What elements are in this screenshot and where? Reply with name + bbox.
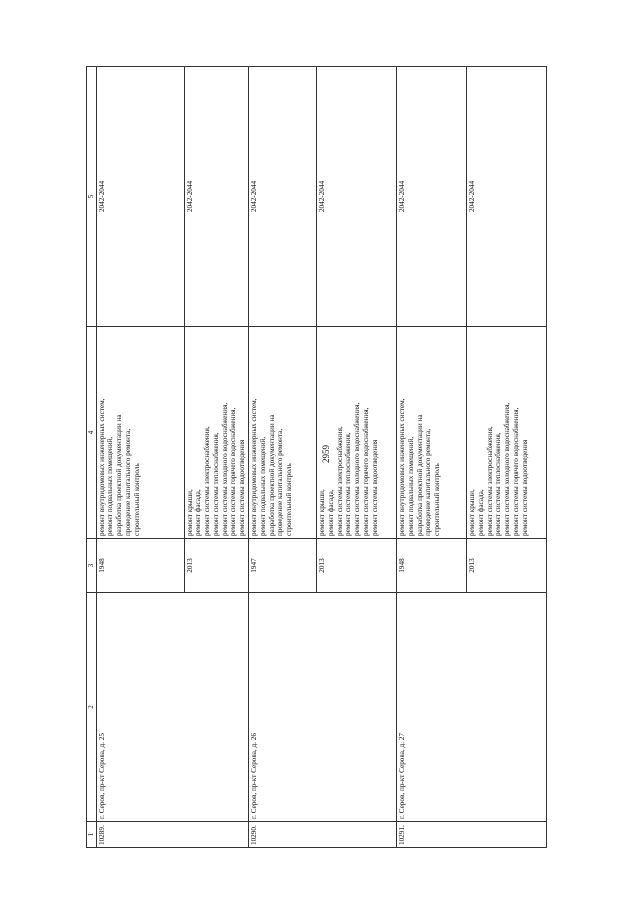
row-works (397, 327, 467, 539)
work-item: ремонт системы теплоснабжения, (494, 432, 503, 536)
work-item: ремонт фасада, (476, 489, 485, 536)
row-works (317, 327, 397, 539)
row-year: 2013 (184, 539, 248, 593)
work-item: проведение капитального ремонта, (276, 428, 285, 536)
repair-schedule-table (86, 66, 547, 848)
row-works (249, 327, 317, 539)
work-item: ремонт системы теплоснабжения, (211, 432, 220, 536)
header-row (87, 67, 97, 848)
work-item: строительный контроль (285, 463, 294, 536)
work-item: разработка проектной документации на (415, 414, 424, 536)
header-col-1: 1 (87, 822, 97, 848)
work-item: ремонт фасада, (326, 489, 335, 536)
row-period: 2042-2044 (96, 67, 184, 327)
work-item: ремонт фасада, (194, 489, 203, 536)
work-item: проведение капитального ремонта, (123, 428, 132, 536)
row-period: 2042-2044 (467, 67, 547, 327)
work-item: проведение капитального ремонта, (424, 428, 433, 536)
header-col-3: 3 (87, 539, 97, 593)
work-item: ремонт системы горячего водоснабжения, (229, 407, 238, 536)
work-item: ремонт внутридомовых инженерных систем, (250, 398, 258, 536)
work-item: ремонт системы электроснабжения, (485, 426, 494, 536)
row-period: 2042-2044 (184, 67, 248, 327)
row-number: 10291. (397, 822, 547, 848)
work-item: ремонт системы электроснабжения, (335, 426, 344, 536)
work-item: строительный контроль (433, 463, 442, 536)
work-item: ремонт подвальных помещений, (406, 436, 415, 536)
work-item: ремонт системы холодного водоснабжения, (503, 402, 512, 536)
row-works (184, 327, 248, 539)
header-col-5: 5 (87, 67, 97, 327)
row-address: г. Серов, пр-кт Серова, д. 25 (96, 593, 248, 822)
work-item: разработка проектной документации на (267, 414, 276, 536)
work-item: разработка проектной документации на (115, 414, 124, 536)
work-item: ремонт подвальных помещений, (258, 436, 267, 536)
table-row (96, 67, 184, 848)
work-item: ремонт внутридомовых инженерных систем, (398, 398, 406, 536)
work-item: ремонт системы теплоснабжения, (344, 432, 353, 536)
work-item: ремонт крыши, (468, 489, 476, 536)
work-item: строительный контроль (132, 463, 141, 536)
row-address: г. Серов, пр-кт Серова, д. 26 (249, 593, 397, 822)
row-works (96, 327, 184, 539)
work-item: ремонт крыши, (318, 489, 326, 536)
page-number: 2959 (321, 445, 331, 463)
work-item: ремонт системы водоотведения (238, 439, 247, 536)
table-row (397, 67, 467, 848)
work-item: ремонт системы электроснабжения, (203, 426, 212, 536)
work-item: ремонт крыши, (185, 489, 194, 536)
work-item: ремонт системы горячего водоснабжения, (361, 407, 370, 536)
row-year: 2013 (317, 539, 397, 593)
row-year: 1948 (96, 539, 184, 593)
work-item: ремонт системы водоотведения (370, 439, 379, 536)
work-item: ремонт внутридомовых инженерных систем, (97, 398, 106, 536)
row-year: 1948 (397, 539, 467, 593)
row-year: 1947 (249, 539, 317, 593)
row-number: 10290. (249, 822, 397, 848)
row-period: 2042-2044 (249, 67, 317, 327)
row-address: г. Серов, пр-кт Серова, д. 27 (397, 593, 547, 822)
row-period: 2042-2044 (317, 67, 397, 327)
work-item: ремонт системы холодного водоснабжения, (220, 402, 229, 536)
row-year: 2013 (467, 539, 547, 593)
work-item: ремонт системы водоотведения (520, 439, 529, 536)
row-period: 2042-2044 (397, 67, 467, 327)
work-item: ремонт системы горячего водоснабжения, (511, 407, 520, 536)
row-works (467, 327, 547, 539)
work-item: ремонт подвальных помещений, (106, 436, 115, 536)
rotated-table-container (86, 78, 546, 848)
table-row (249, 67, 317, 848)
row-number: 10289. (96, 822, 248, 848)
header-col-4: 4 (87, 327, 97, 539)
header-col-2: 2 (87, 593, 97, 822)
work-item: ремонт системы холодного водоснабжения, (353, 402, 362, 536)
